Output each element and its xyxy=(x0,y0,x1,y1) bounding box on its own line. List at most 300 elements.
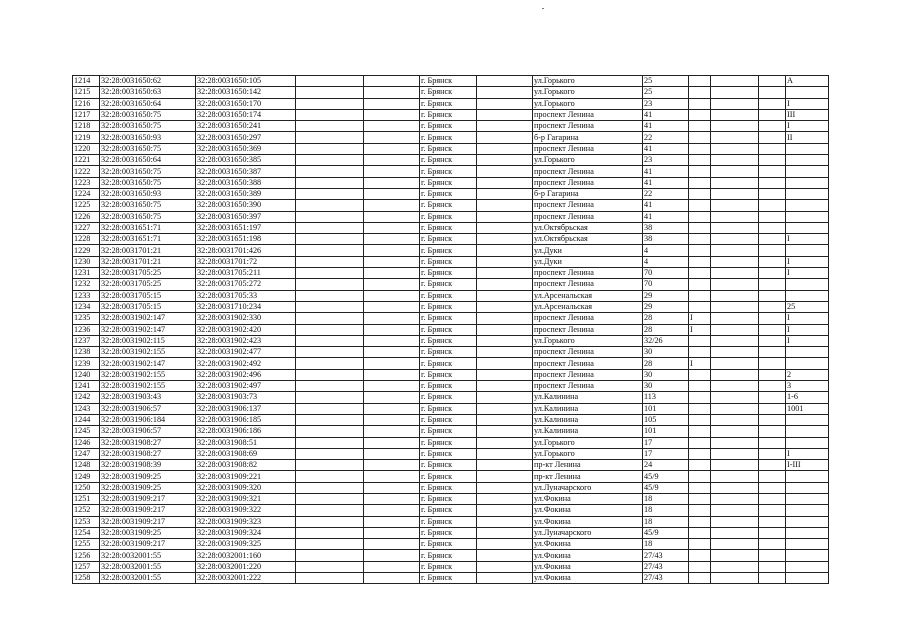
cadastral-parcel-cell: 32:28:0031903:43 xyxy=(100,392,196,403)
building-cell xyxy=(689,177,711,188)
building-cell xyxy=(689,200,711,211)
table-row xyxy=(73,426,829,437)
blank-col-4-cell xyxy=(296,426,364,437)
blank-col-4-cell xyxy=(296,392,364,403)
blank-col-4-cell xyxy=(296,268,364,279)
building-cell xyxy=(689,279,711,290)
street-cell: ул.Фокина xyxy=(533,539,643,550)
blank-col-7-cell xyxy=(477,279,533,290)
cadastral-parcel-cell: 32:28:0031902:155 xyxy=(100,369,196,380)
row-number-cell: 1258 xyxy=(73,573,100,584)
blank-col-5-cell xyxy=(364,516,420,527)
blank-col-11-cell xyxy=(711,234,759,245)
blank-col-4-cell xyxy=(296,561,364,572)
blank-col-5-cell xyxy=(364,121,420,132)
street-cell: проспект Ленина xyxy=(533,381,643,392)
blank-col-7-cell xyxy=(477,188,533,199)
building-cell xyxy=(689,301,711,312)
table-row xyxy=(73,313,829,324)
row-number-cell: 1237 xyxy=(73,335,100,346)
cadastral-object-cell: 32:28:0031903:73 xyxy=(196,392,296,403)
street-cell: б-р Гагарина xyxy=(533,188,643,199)
blank-col-12-cell xyxy=(759,392,786,403)
row-number-cell: 1234 xyxy=(73,301,100,312)
table-row xyxy=(73,471,829,482)
blank-col-11-cell xyxy=(711,335,759,346)
table-row xyxy=(73,347,829,358)
table-row xyxy=(73,222,829,233)
blank-col-11-cell xyxy=(711,166,759,177)
blank-col-12-cell xyxy=(759,177,786,188)
blank-col-5-cell xyxy=(364,222,420,233)
blank-col-4-cell xyxy=(296,166,364,177)
premises-cell xyxy=(786,561,829,572)
house-number-cell: 113 xyxy=(643,392,689,403)
building-cell xyxy=(689,166,711,177)
blank-col-5-cell xyxy=(364,76,420,87)
house-number-cell: 17 xyxy=(643,437,689,448)
table-row xyxy=(73,539,829,550)
table-row xyxy=(73,155,829,166)
blank-col-4-cell xyxy=(296,290,364,301)
blank-col-12-cell xyxy=(759,550,786,561)
cadastral-object-cell: 32:28:0031650:241 xyxy=(196,121,296,132)
city-cell: г. Брянск xyxy=(420,403,477,414)
row-number-cell: 1238 xyxy=(73,347,100,358)
cadastral-object-cell: 32:28:0031902:477 xyxy=(196,347,296,358)
table-row xyxy=(73,109,829,120)
blank-col-4-cell xyxy=(296,200,364,211)
cadastral-parcel-cell: 32:28:0031906:184 xyxy=(100,414,196,425)
premises-cell xyxy=(786,437,829,448)
blank-col-5-cell xyxy=(364,426,420,437)
blank-col-12-cell xyxy=(759,132,786,143)
house-number-cell: 28 xyxy=(643,313,689,324)
row-number-cell: 1215 xyxy=(73,87,100,98)
blank-col-4-cell xyxy=(296,335,364,346)
table-row xyxy=(73,76,829,87)
blank-col-4-cell xyxy=(296,98,364,109)
city-cell: г. Брянск xyxy=(420,155,477,166)
blank-col-5-cell xyxy=(364,177,420,188)
cadastral-parcel-cell: 32:28:0032001:55 xyxy=(100,561,196,572)
cadastral-parcel-cell: 32:28:0031701:21 xyxy=(100,256,196,267)
blank-col-11-cell xyxy=(711,200,759,211)
blank-col-11-cell xyxy=(711,143,759,154)
city-cell: г. Брянск xyxy=(420,573,477,584)
blank-col-11-cell xyxy=(711,482,759,493)
street-cell: ул.Октябрьская xyxy=(533,234,643,245)
blank-col-12-cell xyxy=(759,573,786,584)
cadastral-object-cell: 32:28:0031651:197 xyxy=(196,222,296,233)
street-cell: проспект Ленина xyxy=(533,324,643,335)
house-number-cell: 70 xyxy=(643,279,689,290)
blank-col-11-cell xyxy=(711,448,759,459)
house-number-cell: 38 xyxy=(643,222,689,233)
house-number-cell: 4 xyxy=(643,256,689,267)
premises-cell xyxy=(786,414,829,425)
cadastral-object-cell: 32:28:0031906:137 xyxy=(196,403,296,414)
blank-col-7-cell xyxy=(477,550,533,561)
cadastral-object-cell: 32:28:0031909:325 xyxy=(196,539,296,550)
blank-col-12-cell xyxy=(759,155,786,166)
cadastral-parcel-cell: 32:28:0031650:75 xyxy=(100,143,196,154)
blank-col-7-cell xyxy=(477,234,533,245)
city-cell: г. Брянск xyxy=(420,245,477,256)
table-row xyxy=(73,290,829,301)
city-cell: г. Брянск xyxy=(420,301,477,312)
house-number-cell: 41 xyxy=(643,211,689,222)
blank-col-11-cell xyxy=(711,460,759,471)
house-number-cell: 25 xyxy=(643,76,689,87)
blank-col-5-cell xyxy=(364,98,420,109)
blank-col-12-cell xyxy=(759,493,786,504)
cadastral-object-cell: 32:28:0031650:388 xyxy=(196,177,296,188)
premises-cell xyxy=(786,222,829,233)
blank-col-11-cell xyxy=(711,392,759,403)
row-number-cell: 1242 xyxy=(73,392,100,403)
street-cell: проспект Ленина xyxy=(533,268,643,279)
building-cell xyxy=(689,414,711,425)
blank-col-11-cell xyxy=(711,550,759,561)
house-number-cell: 41 xyxy=(643,200,689,211)
scan-speck xyxy=(542,8,544,9)
premises-cell: I xyxy=(786,98,829,109)
cadastral-parcel-cell: 32:28:0031909:217 xyxy=(100,505,196,516)
premises-cell xyxy=(786,550,829,561)
street-cell: ул.Луначарского xyxy=(533,527,643,538)
house-number-cell: 17 xyxy=(643,448,689,459)
cadastral-parcel-cell: 32:28:0031650:64 xyxy=(100,98,196,109)
blank-col-12-cell xyxy=(759,448,786,459)
blank-col-4-cell xyxy=(296,211,364,222)
blank-col-5-cell xyxy=(364,561,420,572)
blank-col-5-cell xyxy=(364,132,420,143)
street-cell: ул.Фокина xyxy=(533,516,643,527)
blank-col-11-cell xyxy=(711,109,759,120)
blank-col-11-cell xyxy=(711,573,759,584)
building-cell xyxy=(689,448,711,459)
premises-cell: I xyxy=(786,324,829,335)
blank-col-12-cell xyxy=(759,460,786,471)
cadastral-object-cell: 32:28:0031902:496 xyxy=(196,369,296,380)
row-number-cell: 1252 xyxy=(73,505,100,516)
blank-col-4-cell xyxy=(296,155,364,166)
table-row xyxy=(73,381,829,392)
building-cell xyxy=(689,505,711,516)
blank-col-11-cell xyxy=(711,290,759,301)
blank-col-11-cell xyxy=(711,561,759,572)
city-cell: г. Брянск xyxy=(420,561,477,572)
table-row xyxy=(73,527,829,538)
building-cell xyxy=(689,290,711,301)
blank-col-7-cell xyxy=(477,87,533,98)
blank-col-4-cell xyxy=(296,324,364,335)
building-cell xyxy=(689,98,711,109)
city-cell: г. Брянск xyxy=(420,460,477,471)
building-cell xyxy=(689,527,711,538)
row-number-cell: 1229 xyxy=(73,245,100,256)
premises-cell xyxy=(786,143,829,154)
building-cell xyxy=(689,561,711,572)
premises-cell: I xyxy=(786,313,829,324)
premises-cell xyxy=(786,505,829,516)
table-row xyxy=(73,358,829,369)
cadastral-parcel-cell: 32:28:0031909:25 xyxy=(100,482,196,493)
premises-cell xyxy=(786,188,829,199)
street-cell: ул.Дуки xyxy=(533,256,643,267)
premises-cell: 3 xyxy=(786,381,829,392)
cadastral-object-cell: 32:28:0031701:72 xyxy=(196,256,296,267)
blank-col-12-cell xyxy=(759,561,786,572)
premises-cell: 25 xyxy=(786,301,829,312)
building-cell xyxy=(689,222,711,233)
house-number-cell: 23 xyxy=(643,155,689,166)
city-cell: г. Брянск xyxy=(420,539,477,550)
blank-col-12-cell xyxy=(759,505,786,516)
street-cell: проспект Ленина xyxy=(533,358,643,369)
street-cell: ул.Фокина xyxy=(533,505,643,516)
cadastral-object-cell: 32:28:0031909:322 xyxy=(196,505,296,516)
table-row xyxy=(73,279,829,290)
blank-col-4-cell xyxy=(296,256,364,267)
city-cell: г. Брянск xyxy=(420,76,477,87)
premises-cell: А xyxy=(786,76,829,87)
blank-col-4-cell xyxy=(296,482,364,493)
building-cell xyxy=(689,460,711,471)
cadastral-object-cell: 32:28:0031705:33 xyxy=(196,290,296,301)
building-cell xyxy=(689,132,711,143)
street-cell: ул.Фокина xyxy=(533,573,643,584)
blank-col-11-cell xyxy=(711,414,759,425)
blank-col-7-cell xyxy=(477,392,533,403)
row-number-cell: 1243 xyxy=(73,403,100,414)
blank-col-4-cell xyxy=(296,460,364,471)
blank-col-12-cell xyxy=(759,76,786,87)
premises-cell xyxy=(786,573,829,584)
table-row xyxy=(73,460,829,471)
cadastral-object-cell: 32:28:0031650:142 xyxy=(196,87,296,98)
row-number-cell: 1244 xyxy=(73,414,100,425)
premises-cell xyxy=(786,358,829,369)
house-number-cell: 41 xyxy=(643,177,689,188)
cadastral-object-cell: 32:28:0032001:222 xyxy=(196,573,296,584)
cadastral-object-cell: 32:28:0031701:426 xyxy=(196,245,296,256)
cadastral-object-cell: 32:28:0031908:51 xyxy=(196,437,296,448)
table-row xyxy=(73,335,829,346)
building-cell xyxy=(689,347,711,358)
building-cell xyxy=(689,234,711,245)
blank-col-7-cell xyxy=(477,200,533,211)
house-number-cell: 28 xyxy=(643,324,689,335)
house-number-cell: 18 xyxy=(643,505,689,516)
blank-col-4-cell xyxy=(296,313,364,324)
cadastral-parcel-cell: 32:28:0031906:57 xyxy=(100,403,196,414)
row-number-cell: 1236 xyxy=(73,324,100,335)
table-row xyxy=(73,121,829,132)
cadastral-object-cell: 32:28:0031902:497 xyxy=(196,381,296,392)
blank-col-11-cell xyxy=(711,188,759,199)
city-cell: г. Брянск xyxy=(420,482,477,493)
blank-col-12-cell xyxy=(759,539,786,550)
blank-col-4-cell xyxy=(296,527,364,538)
city-cell: г. Брянск xyxy=(420,132,477,143)
blank-col-11-cell xyxy=(711,222,759,233)
house-number-cell: 32/26 xyxy=(643,335,689,346)
cadastral-object-cell: 32:28:0031908:82 xyxy=(196,460,296,471)
blank-col-4-cell xyxy=(296,132,364,143)
blank-col-12-cell xyxy=(759,121,786,132)
table-row xyxy=(73,482,829,493)
building-cell xyxy=(689,109,711,120)
row-number-cell: 1218 xyxy=(73,121,100,132)
blank-col-7-cell xyxy=(477,313,533,324)
cadastral-parcel-cell: 32:28:0031902:155 xyxy=(100,381,196,392)
blank-col-11-cell xyxy=(711,527,759,538)
building-cell xyxy=(689,121,711,132)
city-cell: г. Брянск xyxy=(420,234,477,245)
blank-col-12-cell xyxy=(759,98,786,109)
blank-col-11-cell xyxy=(711,505,759,516)
row-number-cell: 1228 xyxy=(73,234,100,245)
cadastral-parcel-cell: 32:28:0031909:25 xyxy=(100,471,196,482)
blank-col-7-cell xyxy=(477,290,533,301)
cadastral-parcel-cell: 32:28:0031909:217 xyxy=(100,539,196,550)
row-number-cell: 1253 xyxy=(73,516,100,527)
blank-col-11-cell xyxy=(711,471,759,482)
premises-cell xyxy=(786,471,829,482)
street-cell: ул.Горького xyxy=(533,76,643,87)
blank-col-11-cell xyxy=(711,155,759,166)
blank-col-7-cell xyxy=(477,539,533,550)
cadastral-parcel-cell: 32:28:0031650:93 xyxy=(100,188,196,199)
street-cell: ул.Арсенальская xyxy=(533,290,643,301)
row-number-cell: 1223 xyxy=(73,177,100,188)
row-number-cell: 1247 xyxy=(73,448,100,459)
premises-cell: I xyxy=(786,256,829,267)
blank-col-11-cell xyxy=(711,426,759,437)
street-cell: ул.Арсенальская xyxy=(533,301,643,312)
cadastral-parcel-cell: 32:28:0031650:75 xyxy=(100,121,196,132)
house-number-cell: 41 xyxy=(643,166,689,177)
cadastral-parcel-cell: 32:28:0031902:115 xyxy=(100,335,196,346)
city-cell: г. Брянск xyxy=(420,98,477,109)
city-cell: г. Брянск xyxy=(420,369,477,380)
table-row xyxy=(73,132,829,143)
blank-col-7-cell xyxy=(477,121,533,132)
cadastral-object-cell: 32:28:0031650:105 xyxy=(196,76,296,87)
street-cell: ул.Калинина xyxy=(533,392,643,403)
city-cell: г. Брянск xyxy=(420,550,477,561)
cadastral-object-cell: 32:28:0031909:221 xyxy=(196,471,296,482)
city-cell: г. Брянск xyxy=(420,358,477,369)
cadastral-object-cell: 32:28:0031902:492 xyxy=(196,358,296,369)
blank-col-5-cell xyxy=(364,381,420,392)
blank-col-11-cell xyxy=(711,369,759,380)
premises-cell: I xyxy=(786,234,829,245)
row-number-cell: 1216 xyxy=(73,98,100,109)
table-row xyxy=(73,301,829,312)
house-number-cell: 30 xyxy=(643,369,689,380)
blank-col-11-cell xyxy=(711,437,759,448)
building-cell xyxy=(689,539,711,550)
building-cell xyxy=(689,493,711,504)
table-row xyxy=(73,245,829,256)
blank-col-7-cell xyxy=(477,155,533,166)
cadastral-parcel-cell: 32:28:0031705:15 xyxy=(100,290,196,301)
building-cell: I xyxy=(689,324,711,335)
house-number-cell: 18 xyxy=(643,516,689,527)
blank-col-5-cell xyxy=(364,471,420,482)
blank-col-4-cell xyxy=(296,301,364,312)
blank-col-4-cell xyxy=(296,573,364,584)
blank-col-12-cell xyxy=(759,437,786,448)
premises-cell: I xyxy=(786,448,829,459)
blank-col-12-cell xyxy=(759,426,786,437)
house-number-cell: 27/43 xyxy=(643,550,689,561)
premises-cell xyxy=(786,245,829,256)
blank-col-4-cell xyxy=(296,414,364,425)
cadastral-parcel-cell: 32:28:0032001:55 xyxy=(100,550,196,561)
cadastral-parcel-cell: 32:28:0031650:62 xyxy=(100,76,196,87)
blank-col-12-cell xyxy=(759,471,786,482)
blank-col-11-cell xyxy=(711,279,759,290)
blank-col-5-cell xyxy=(364,313,420,324)
blank-col-12-cell xyxy=(759,347,786,358)
blank-col-7-cell xyxy=(477,358,533,369)
cadastral-object-cell: 32:28:0031650:397 xyxy=(196,211,296,222)
table-row xyxy=(73,493,829,504)
street-cell: ул.Калинина xyxy=(533,403,643,414)
blank-col-12-cell xyxy=(759,358,786,369)
table-row xyxy=(73,403,829,414)
cadastral-object-cell: 32:28:0031650:389 xyxy=(196,188,296,199)
house-number-cell: 27/43 xyxy=(643,561,689,572)
blank-col-7-cell xyxy=(477,381,533,392)
premises-cell xyxy=(786,166,829,177)
premises-cell xyxy=(786,426,829,437)
blank-col-12-cell xyxy=(759,290,786,301)
row-number-cell: 1233 xyxy=(73,290,100,301)
blank-col-5-cell xyxy=(364,527,420,538)
blank-col-4-cell xyxy=(296,471,364,482)
blank-col-7-cell xyxy=(477,245,533,256)
cadastral-parcel-cell: 32:28:0032001:55 xyxy=(100,573,196,584)
blank-col-11-cell xyxy=(711,132,759,143)
blank-col-4-cell xyxy=(296,234,364,245)
premises-cell: I xyxy=(786,335,829,346)
table-row xyxy=(73,256,829,267)
cadastral-object-cell: 32:28:0031902:423 xyxy=(196,335,296,346)
street-cell: ул.Фокина xyxy=(533,550,643,561)
blank-col-4-cell xyxy=(296,437,364,448)
blank-col-11-cell xyxy=(711,76,759,87)
premises-cell: I xyxy=(786,121,829,132)
building-cell xyxy=(689,87,711,98)
blank-col-7-cell xyxy=(477,256,533,267)
blank-col-11-cell xyxy=(711,177,759,188)
blank-col-11-cell xyxy=(711,211,759,222)
street-cell: ул.Горького xyxy=(533,448,643,459)
cadastral-parcel-cell: 32:28:0031650:75 xyxy=(100,166,196,177)
blank-col-7-cell xyxy=(477,561,533,572)
cadastral-parcel-cell: 32:28:0031705:15 xyxy=(100,301,196,312)
row-number-cell: 1256 xyxy=(73,550,100,561)
table-row xyxy=(73,392,829,403)
blank-col-5-cell xyxy=(364,482,420,493)
cadastral-object-cell: 32:28:0031909:321 xyxy=(196,493,296,504)
row-number-cell: 1246 xyxy=(73,437,100,448)
